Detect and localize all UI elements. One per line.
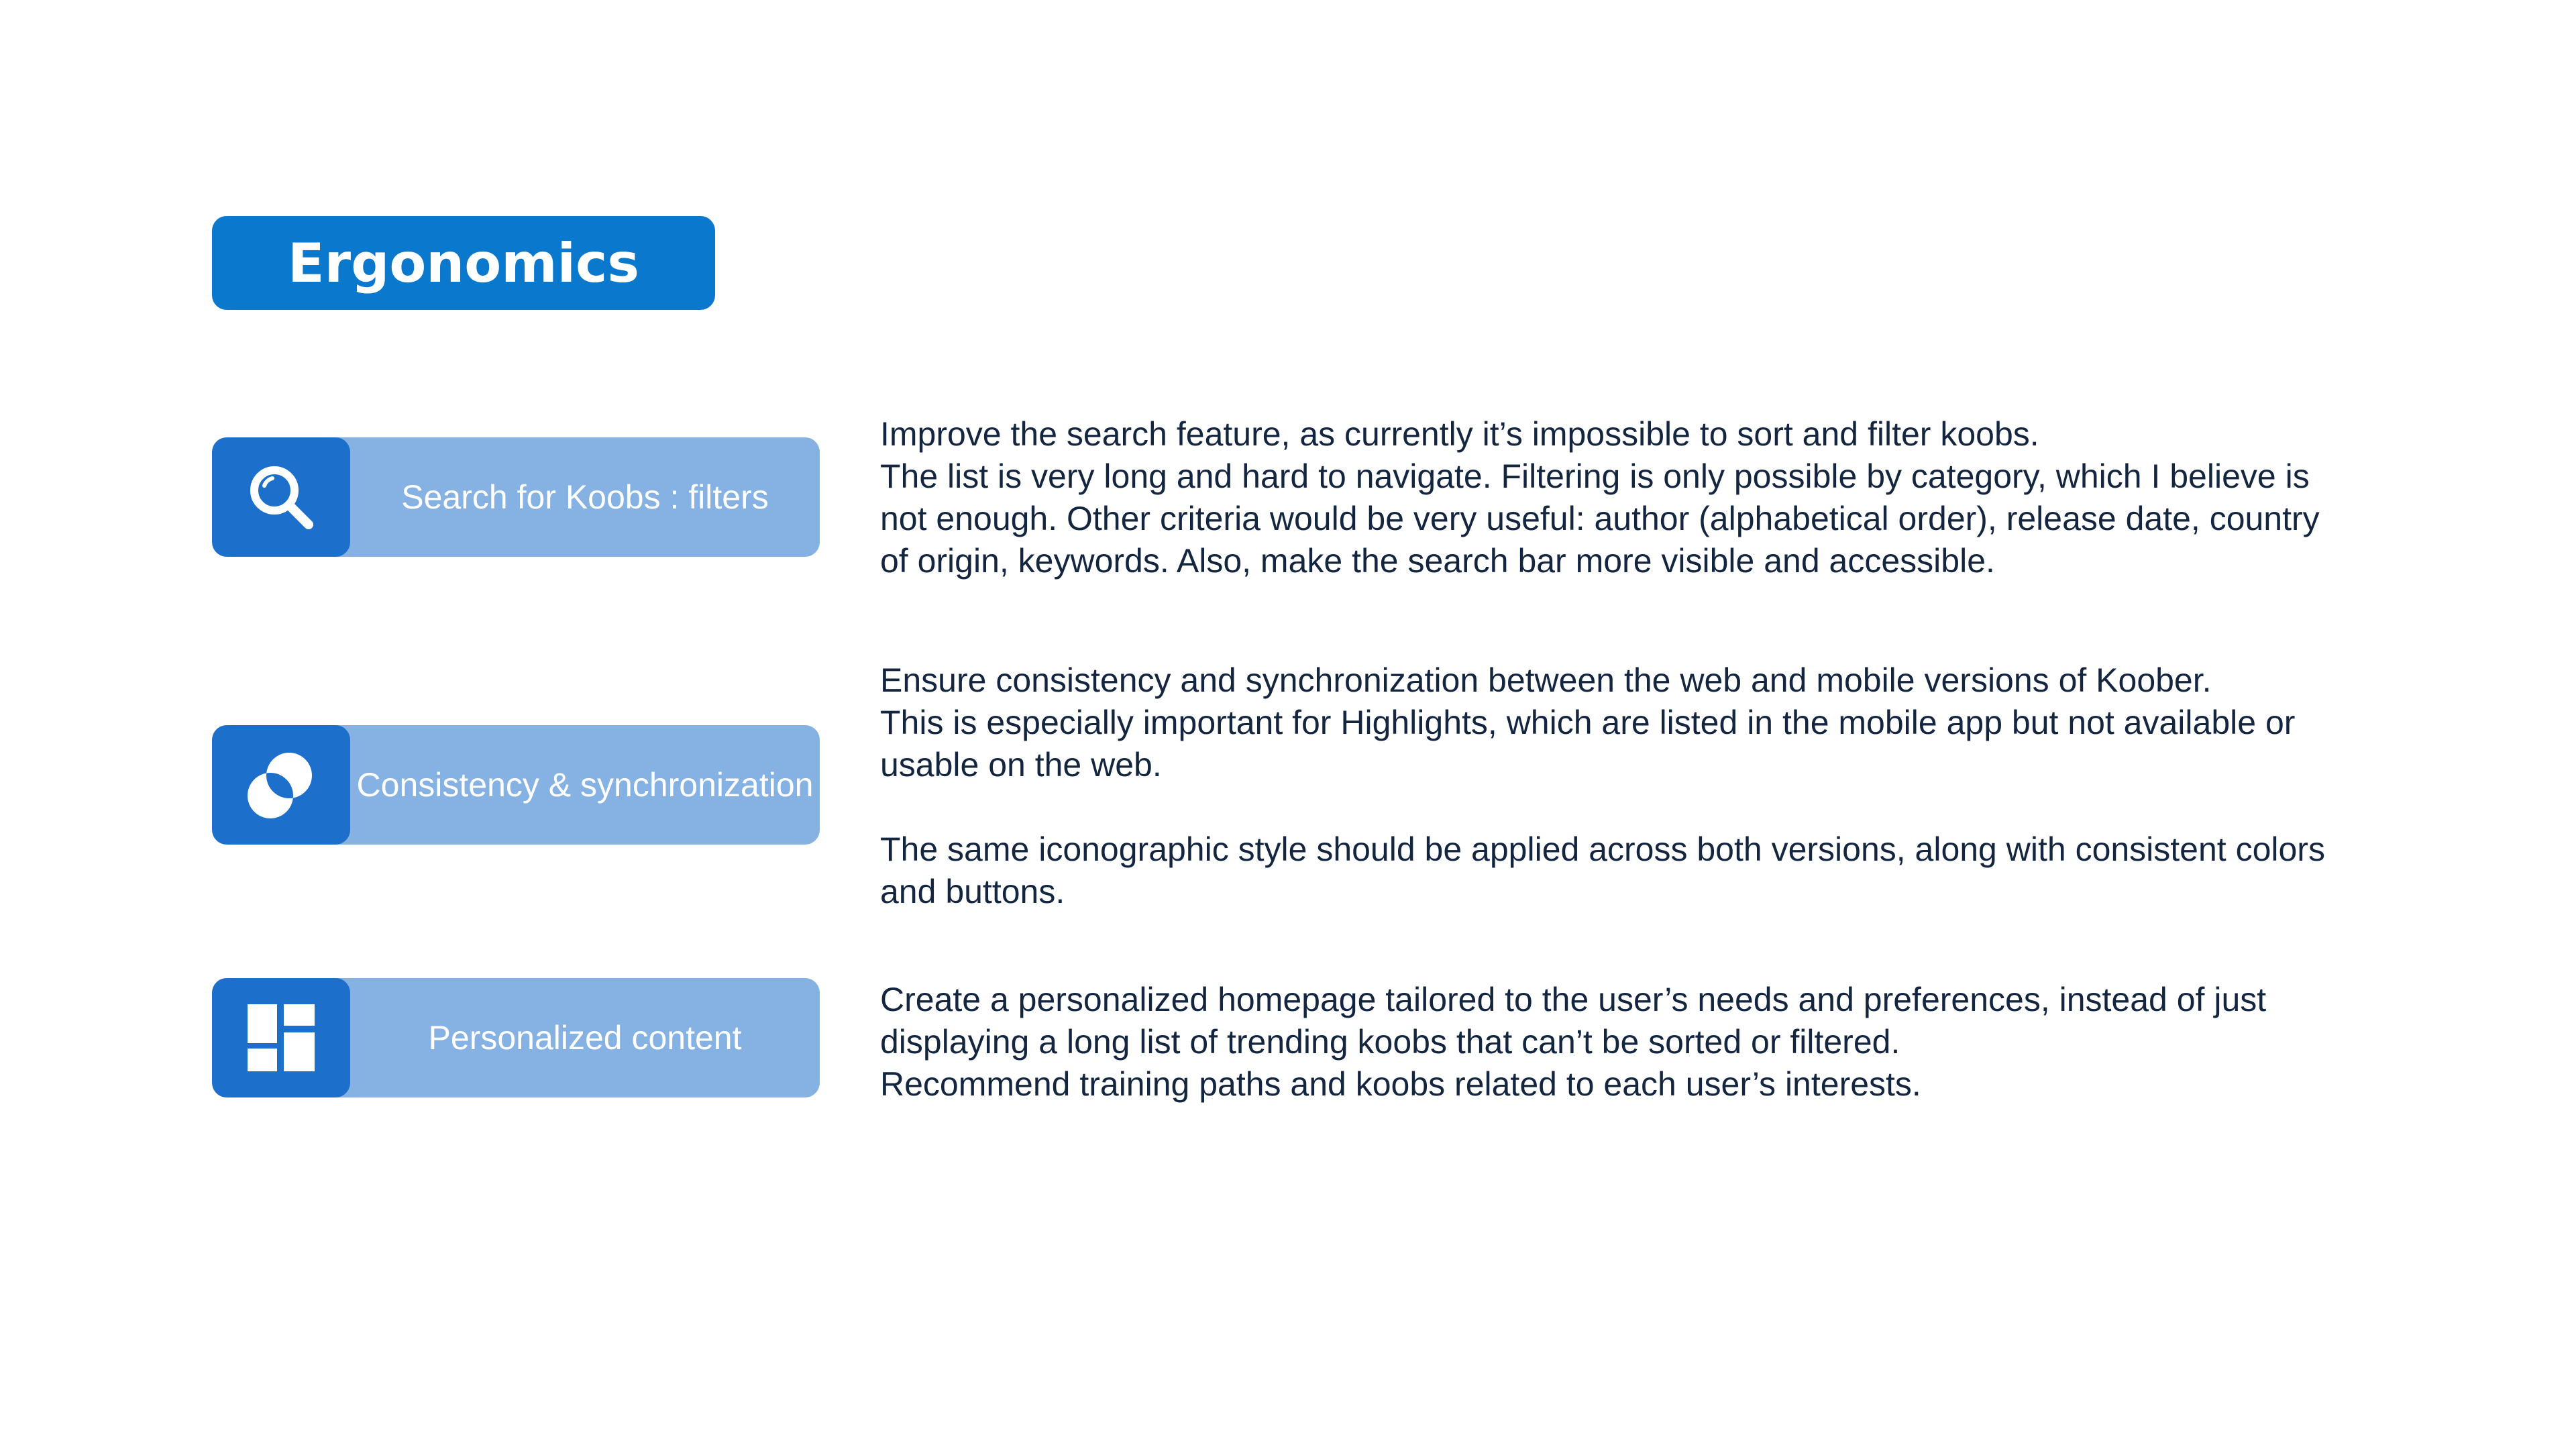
feature-personalized-content	[212, 978, 820, 1097]
description-line: The list is very long and hard to navigate. Filtering is only possible by category, which I believe is	[880, 458, 2310, 495]
description-spacer	[880, 786, 2376, 828]
description-line: Create a personalized homepage tailored to the user’s needs and preferences, instead of just	[880, 981, 2267, 1018]
feature-description-consistency	[880, 659, 2376, 913]
feature-label: Personalized content	[428, 1019, 742, 1057]
feature-label: Search for Koobs : filters	[401, 478, 769, 516]
feature-icon-box	[212, 725, 350, 845]
page-title-banner	[212, 216, 715, 310]
feature-icon-box	[212, 437, 350, 557]
description-line: usable on the web.	[880, 746, 1162, 784]
description-line: Recommend training paths and koobs related to each user’s interests.	[880, 1065, 1921, 1103]
search-icon	[244, 460, 318, 534]
feature-consistency-sync	[212, 725, 820, 845]
feature-icon-box	[212, 978, 350, 1097]
overlapping-circles-icon	[241, 745, 321, 825]
description-line: The same iconographic style should be applied across both versions, along with consistent colors	[880, 830, 2325, 868]
dashboard-icon	[246, 1003, 316, 1073]
page-title: Ergonomics	[287, 231, 640, 294]
feature-description-personalized	[880, 979, 2376, 1106]
feature-label: Consistency & synchronization	[356, 766, 814, 804]
description-line: This is especially important for Highlights, which are listed in the mobile app but not available or	[880, 704, 2296, 741]
description-line: and buttons.	[880, 873, 1065, 910]
description-line: displaying a long list of trending koobs that can’t be sorted or filtered.	[880, 1023, 1900, 1061]
feature-search-filters	[212, 437, 820, 557]
description-line: not enough. Other criteria would be very useful: author (alphabetical order), release date, country	[880, 500, 2320, 537]
description-line: of origin, keywords. Also, make the search bar more visible and accessible.	[880, 542, 1995, 580]
description-line: Ensure consistency and synchronization between the web and mobile versions of Koober.	[880, 661, 2212, 699]
feature-description-search	[880, 413, 2376, 582]
description-line: Improve the search feature, as currently it’s impossible to sort and filter koobs.	[880, 415, 2039, 453]
